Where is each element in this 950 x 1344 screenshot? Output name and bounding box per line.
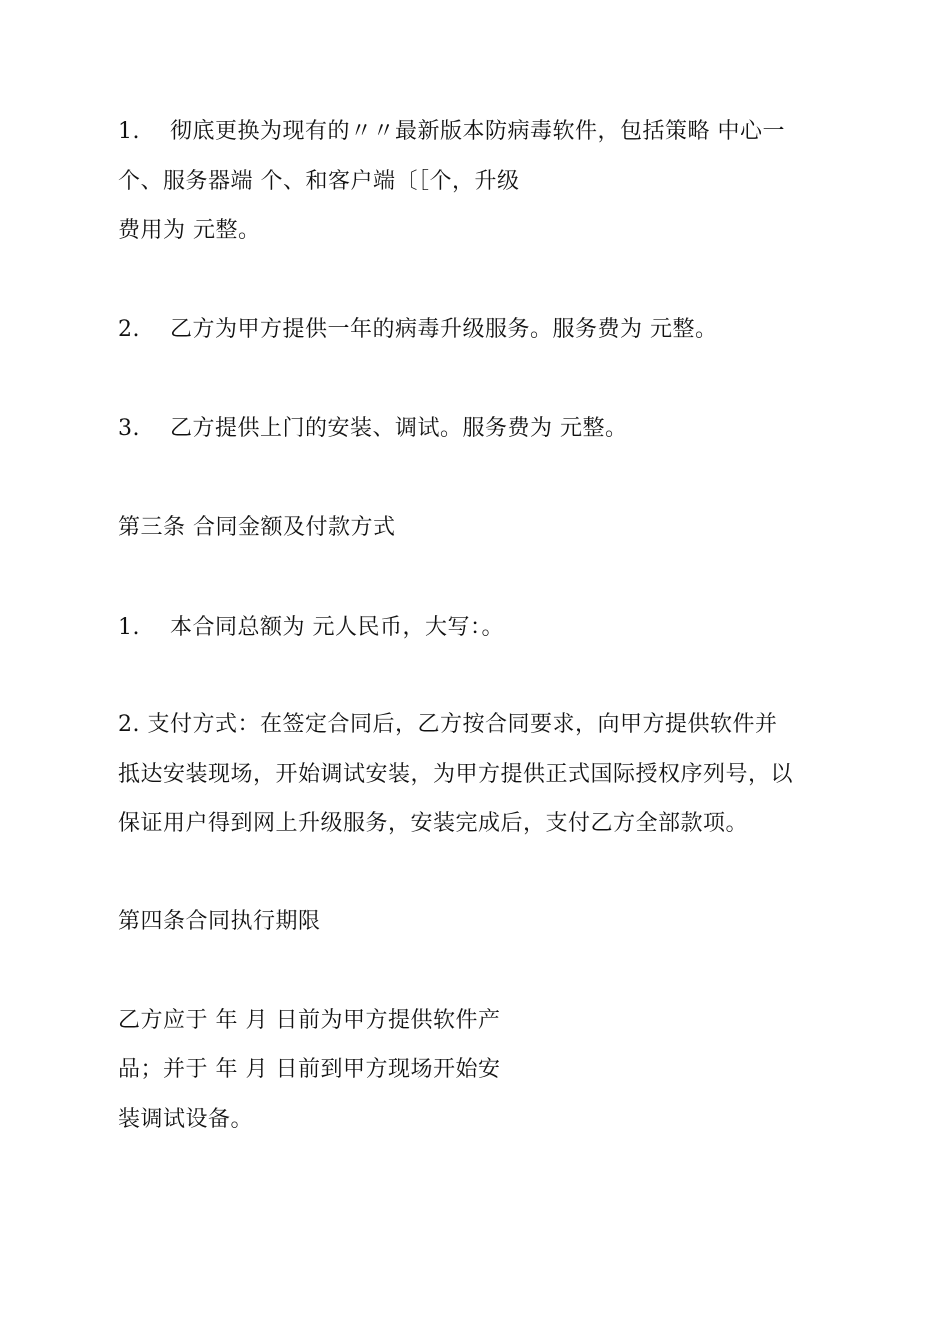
item2-text: 2. 乙方为甲方提供一年的病毒升级服务。服务费为 元整。 (118, 317, 718, 342)
article3-item2-line1: 2. 支付方式：在签定合同后，乙方按合同要求，向甲方提供软件并 (118, 712, 778, 737)
article4-body-line1: 乙方应于 年 月 日前为甲方提供软件产 (118, 1008, 501, 1033)
article3-item2-line2: 抵达安装现场，开始调试安装，为甲方提供正式国际授权序列号，以 (118, 762, 794, 787)
article3-heading: 第三条 合同金额及付款方式 (118, 515, 396, 540)
article4-body-line2: 品；并于 年 月 日前到甲方现场开始安 (118, 1057, 501, 1082)
article3-item2-line3: 保证用户得到网上升级服务，安装完成后，支付乙方全部款项。 (118, 811, 749, 836)
article4-heading: 第四条合同执行期限 (118, 909, 321, 934)
item3-text: 3. 乙方提供上门的安装、调试。服务费为 元整。 (118, 416, 628, 441)
item1-line1: 1. 彻底更换为现有的〃〃最新版本防病毒软件，包括策略 中心一 (118, 119, 785, 144)
article3-item1: 1. 本合同总额为 元人民币，大写：。 (118, 615, 504, 640)
item1-line3: 费用为 元整。 (118, 218, 261, 243)
item1-line2: 个、服务器端 个、和客户端〔［个，升级 (118, 169, 520, 194)
article4-body-line3: 装调试设备。 (118, 1107, 254, 1132)
